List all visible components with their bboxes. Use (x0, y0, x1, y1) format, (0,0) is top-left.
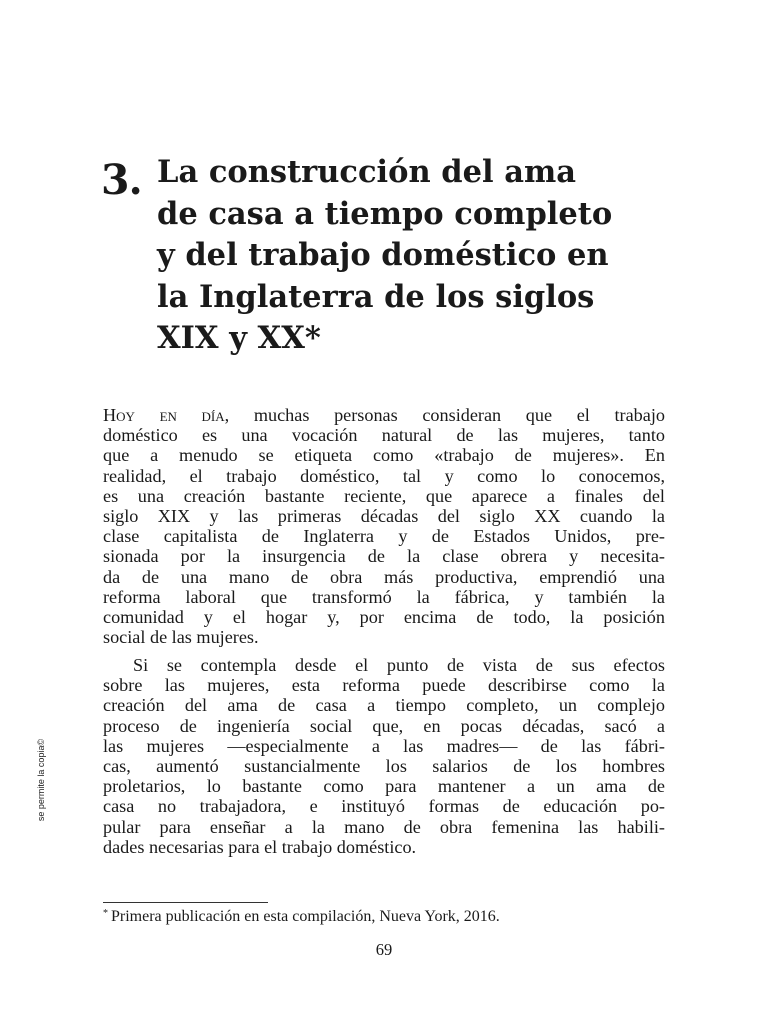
copyleft-notice: se permite la copia© (36, 738, 46, 822)
title-line: de casa a tiempo completo (157, 195, 613, 232)
paragraph-line: casa no trabajadora, e instituyó formas de educación po- (103, 796, 665, 817)
paragraph-line: las mujeres —especialmente a las madres— de las fábri- (103, 735, 665, 756)
paragraph-line: da de una mano de obra más productiva, emprendió una (103, 566, 665, 587)
paragraph-line: comunidad y el hogar y, por encima de todo, la posición (103, 607, 665, 628)
paragraph-line: reforma laboral que transformó la fábrica, y también la (103, 586, 665, 607)
title-line: XIX y XX* (157, 320, 321, 356)
paragraph-line (103, 405, 665, 425)
body-paragraph-1 (103, 405, 665, 647)
footnote-divider (103, 902, 268, 903)
paragraph-line: que a menudo se etiqueta como «trabajo de mujeres». En (103, 445, 665, 466)
paragraph-line: cas, aumentó sustancialmente los salarios de los hombres (103, 756, 665, 777)
page-number: 69 (375, 940, 393, 959)
title-line: la Inglaterra de los siglos (157, 278, 595, 315)
paragraph-line: social de las mujeres. (103, 627, 259, 648)
chapter-number: 3. (101, 156, 142, 204)
footnote-text: Primera publicación en esta compilación, Nueva York, 2016. (111, 908, 500, 925)
body-paragraph-2 (103, 655, 665, 857)
paragraph-line: Si se contempla desde el punto de vista de sus efectos (133, 655, 665, 675)
paragraph-line: es una creación bastante reciente, que aparece a finales del (103, 485, 665, 506)
paragraph-line: sionada por la insurgencia de la clase obrera y necesita- (103, 546, 665, 567)
paragraph-line: realidad, el trabajo doméstico, tal y como lo conocemos, (103, 465, 665, 486)
paragraph-line: sobre las mujeres, esta reforma puede describirse como la (103, 675, 665, 696)
paragraph-line: proletarios, lo bastante como para mantener a un ama de (103, 776, 665, 797)
paragraph-line: dades necesarias para el trabajo doméstico. (103, 836, 417, 857)
paragraph-line: pular para enseñar a la mano de obra femenina las habili- (103, 816, 665, 837)
footnote (103, 904, 500, 927)
footnote-marker: * (103, 908, 108, 919)
paragraph-line: clase capitalista de Inglaterra y de Estados Unidos, pre- (103, 526, 665, 547)
title-line: La construcción del ama (157, 154, 577, 190)
lead-in-smallcaps: Hoy en día (103, 405, 225, 425)
paragraph-line: siglo XIX y las primeras décadas del siglo XX cuando la (103, 506, 665, 527)
title-line: y del trabajo doméstico en (157, 237, 609, 273)
chapter-title (157, 152, 697, 360)
paragraph-line: creación del ama de casa a tiempo completo, un complejo (103, 695, 665, 716)
paragraph-line: doméstico es una vocación natural de las mujeres, tanto (103, 425, 665, 446)
line-text: , muchas personas consideran que el trabajo (224, 405, 665, 425)
paragraph-line: proceso de ingeniería social que, en pocas décadas, sacó a (103, 715, 665, 736)
